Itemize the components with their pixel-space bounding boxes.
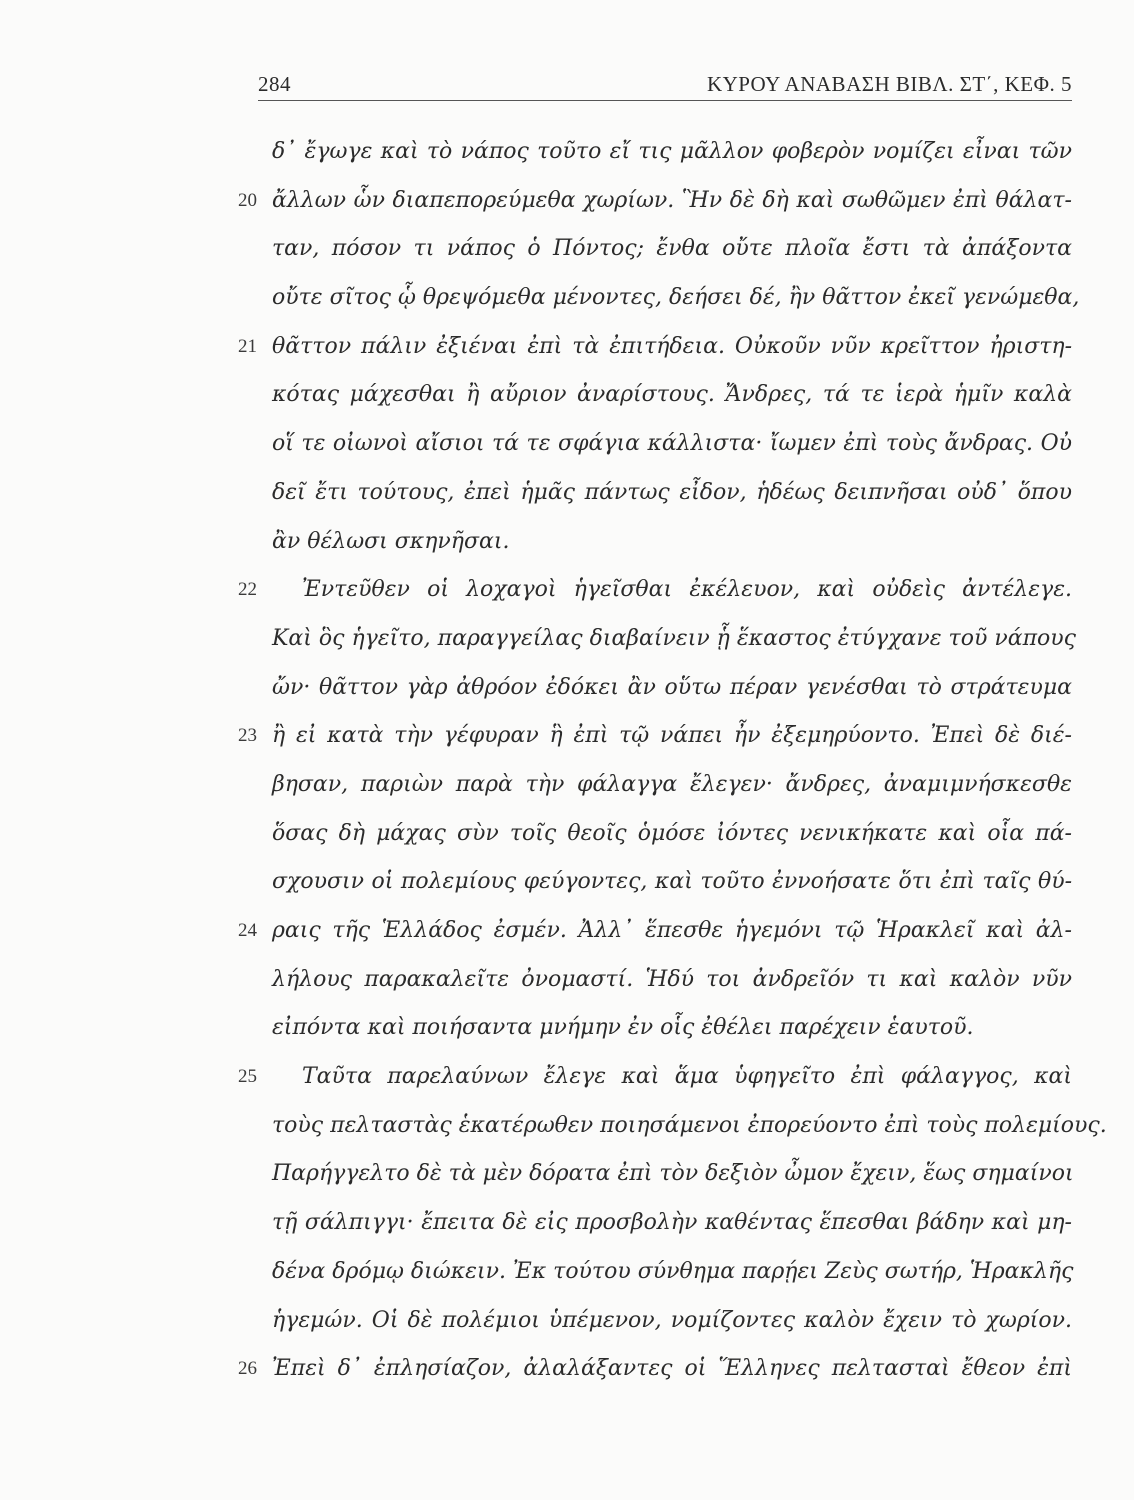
text-line bbox=[0, 956, 1134, 1005]
line-text: ὤν· θᾶττον γὰρ ἀθρόον ἐδόκει ἂν οὕτω πέραν γενέσθαι τὸ στράτευμα bbox=[272, 674, 1072, 700]
text-line bbox=[0, 1053, 1134, 1102]
section-number: 21 bbox=[238, 335, 257, 357]
text-line bbox=[0, 810, 1134, 859]
text-line bbox=[0, 128, 1134, 177]
line-text: σχουσιν οἱ πολεμίους φεύγοντες, καὶ τοῦτο ἐννοήσατε ὅτι ἐπὶ ταῖς θύ- bbox=[272, 869, 1072, 895]
text-line bbox=[0, 1297, 1134, 1346]
text-line bbox=[0, 1102, 1134, 1151]
section-number: 26 bbox=[238, 1358, 257, 1380]
section-number: 22 bbox=[238, 579, 257, 601]
text-line bbox=[0, 907, 1134, 956]
line-text: ἢ εἰ κατὰ τὴν γέφυραν ἣ ἐπὶ τῷ νάπει ἦν ἐξεμηρύοντο. Ἐπεὶ δὲ διέ- bbox=[272, 723, 1072, 749]
text-line bbox=[0, 566, 1134, 615]
text-line bbox=[0, 615, 1134, 664]
line-text: δεῖ ἔτι τούτους, ἐπεὶ ἡμᾶς πάντως εἶδον, ἡδέως δειπνῆσαι οὐδ᾽ ὅπου bbox=[272, 479, 1072, 505]
line-text: βησαν, παριὼν παρὰ τὴν φάλαγγα ἔλεγεν· ἄνδρες, ἀναμιμνήσκεσθε bbox=[272, 771, 1072, 797]
line-text: δ᾽ ἔγωγε καὶ τὸ νάπος τοῦτο εἴ τις μᾶλλον φοβερὸν νομίζει εἶναι τῶν bbox=[272, 139, 1072, 164]
line-text: ἡγεμών. Οἱ δὲ πολέμιοι ὑπέμενον, νομίζοντες καλὸν ἔχειν τὸ χωρίον. bbox=[272, 1307, 1072, 1333]
text-line bbox=[0, 761, 1134, 810]
section-number: 23 bbox=[238, 725, 257, 747]
line-text: Παρήγγελτο δὲ τὰ μὲν δόρατα ἐπὶ τὸν δεξιὸν ὦμον ἔχειν, ἕως σημαίνοι bbox=[272, 1161, 1074, 1187]
line-text: οἵ τε οἰωνοὶ αἴσιοι τά τε σφάγια κάλλιστα· ἴωμεν ἐπὶ τοὺς ἄνδρας. Οὐ bbox=[272, 431, 1072, 457]
line-text: οὔτε σῖτος ᾧ θρεψόμεθα μένοντες, δεήσει δέ, ἢν θᾶττον ἐκεῖ γενώμεθα, bbox=[272, 285, 1080, 311]
section-number: 25 bbox=[238, 1066, 257, 1088]
text-line bbox=[0, 371, 1134, 420]
text-line bbox=[0, 664, 1134, 713]
line-text: Ταῦτα παρελαύνων ἔλεγε καὶ ἅμα ὑφηγεῖτο ἐπὶ φάλαγγος, καὶ bbox=[302, 1064, 1072, 1090]
text-line bbox=[0, 469, 1134, 518]
text-line bbox=[0, 420, 1134, 469]
line-text: ἂν θέλωσι σκηνῆσαι. bbox=[272, 528, 510, 554]
line-text: ἄλλων ὧν διαπεπορεύμεθα χωρίων. Ἣν δὲ δὴ καὶ σωθῶμεν ἐπὶ θάλατ- bbox=[272, 187, 1072, 213]
line-text: ὅσας δὴ μάχας σὺν τοῖς θεοῖς ὁμόσε ἰόντες νενικήκατε καὶ οἷα πά- bbox=[272, 820, 1072, 846]
text-line bbox=[0, 518, 1134, 567]
line-text: θᾶττον πάλιν ἐξιέναι ἐπὶ τὰ ἐπιτήδεια. Οὐκοῦν νῦν κρεῖττον ἠριστη- bbox=[272, 333, 1072, 359]
line-text: δένα δρόμῳ διώκειν. Ἐκ τούτου σύνθημα παρῄει Ζεὺς σωτήρ, Ἡρακλῆς bbox=[272, 1258, 1074, 1284]
line-text: ταν, πόσον τι νάπος ὁ Πόντος; ἔνθα οὔτε πλοῖα ἔστι τὰ ἀπάξοντα bbox=[272, 236, 1072, 262]
text-line bbox=[0, 225, 1134, 274]
text-line bbox=[0, 1345, 1134, 1394]
text-line bbox=[0, 323, 1134, 372]
text-line bbox=[0, 712, 1134, 761]
line-text: Ἐντεῦθεν οἱ λοχαγοὶ ἡγεῖσθαι ἐκέλευον, καὶ οὐδεὶς ἀντέλεγε. bbox=[302, 577, 1072, 603]
line-text: Καὶ ὃς ἡγεῖτο, παραγγείλας διαβαίνειν ᾗ ἕκαστος ἐτύγχανε τοῦ νάπους bbox=[272, 625, 1076, 651]
line-text: τῇ σάλπιγγι· ἔπειτα δὲ εἰς προσβολὴν καθέντας ἕπεσθαι βάδην καὶ μη- bbox=[272, 1210, 1072, 1236]
page-header bbox=[258, 68, 1072, 102]
line-text: Ἐπεὶ δ᾽ ἐπλησίαζον, ἀλαλάξαντες οἱ Ἕλληνες πελτασταὶ ἔθεον ἐπὶ bbox=[272, 1356, 1072, 1382]
section-number: 24 bbox=[238, 920, 257, 941]
text-line bbox=[0, 858, 1134, 907]
text-line bbox=[0, 1150, 1134, 1199]
line-text: τοὺς πελταστὰς ἑκατέρωθεν ποιησάμενοι ἐπορεύοντο ἐπὶ τοὺς πολεμίους. bbox=[272, 1112, 1107, 1138]
header-rule bbox=[258, 100, 1072, 101]
line-text: λήλους παρακαλεῖτε ὀνομαστί. Ἡδύ τοι ἀνδρεῖόν τι καὶ καλὸν νῦν bbox=[272, 966, 1072, 992]
text-line bbox=[0, 1004, 1134, 1053]
text-line bbox=[0, 1199, 1134, 1248]
text-line bbox=[0, 1248, 1134, 1297]
running-title: ΚΥΡΟΥ ΑΝΑΒΑΣΗ ΒΙΒΛ. ΣΤ΄, ΚΕΦ. 5 bbox=[706, 72, 1072, 96]
text-line bbox=[0, 177, 1134, 226]
section-number: 20 bbox=[238, 189, 257, 211]
line-text: ραις τῆς Ἑλλάδος ἐσμέν. Ἀλλ᾽ ἕπεσθε ἡγεμόνι τῷ Ἡρακλεῖ καὶ ἀλ- bbox=[272, 918, 1072, 943]
text-block bbox=[0, 128, 1134, 1394]
text-line bbox=[0, 274, 1134, 323]
page-number: 284 bbox=[258, 72, 291, 96]
line-text: εἰπόντα καὶ ποιήσαντα μνήμην ἐν οἷς ἐθέλει παρέχειν ἑαυτοῦ. bbox=[272, 1015, 974, 1041]
line-text: κότας μάχεσθαι ἢ αὔριον ἀναρίστους. Ἄνδρες, τά τε ἱερὰ ἡμῖν καλὰ bbox=[272, 382, 1072, 408]
